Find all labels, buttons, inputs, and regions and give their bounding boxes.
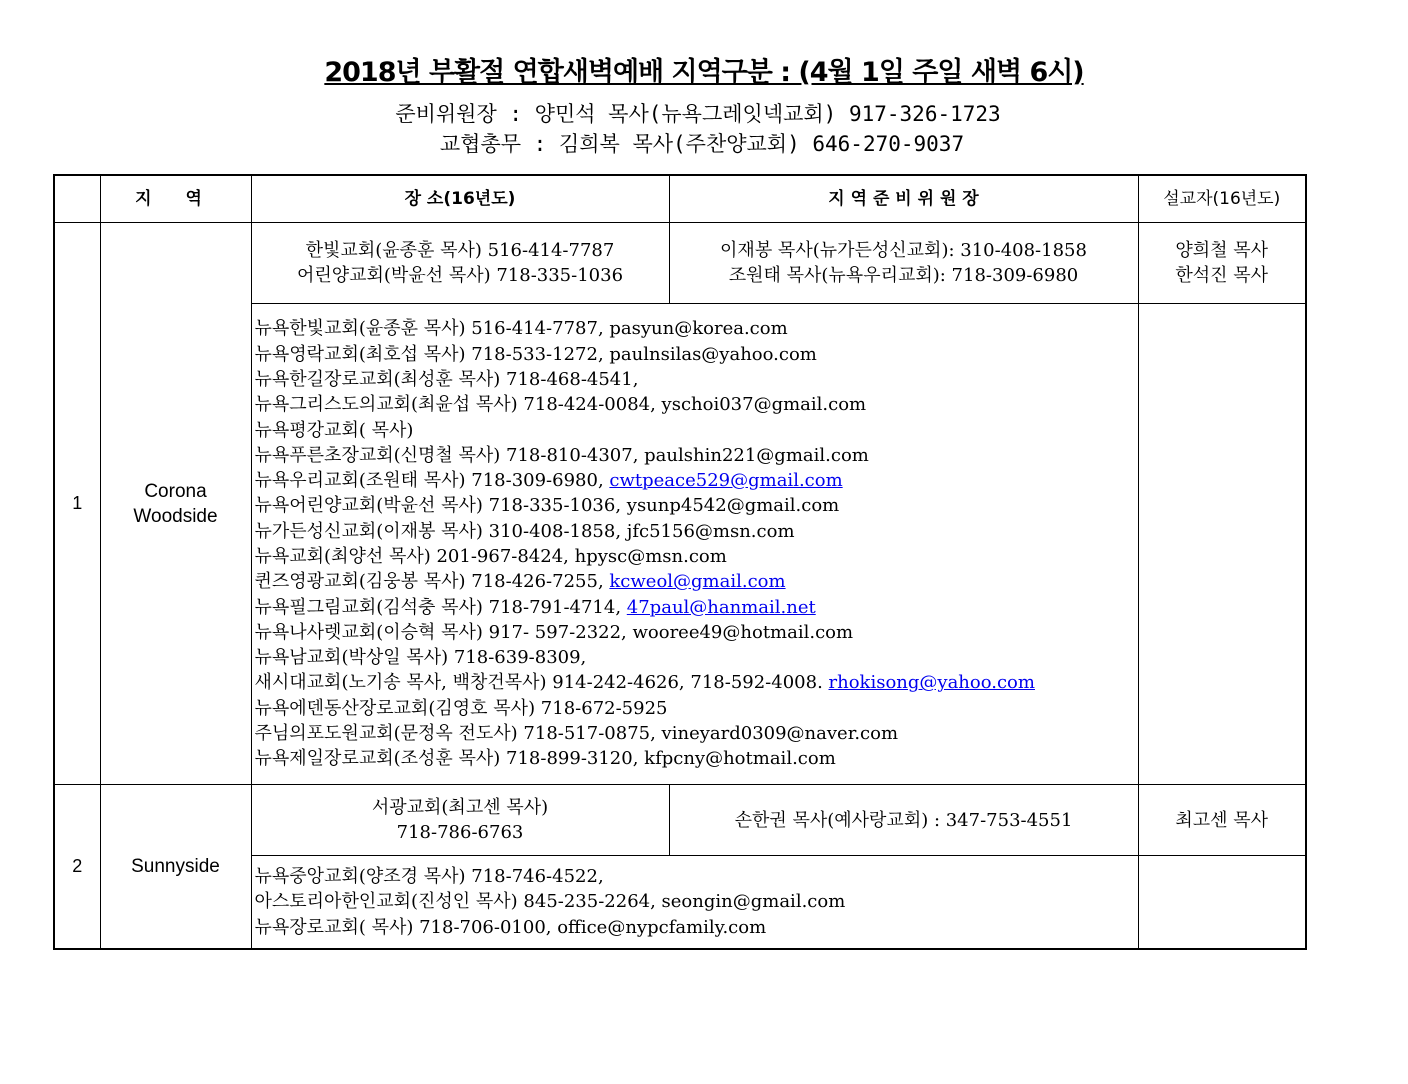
committee-chair-line: 준비위원장 : 양민석 목사(뉴욕그레잇넥교회) 917-326-1723 [395,102,1001,126]
church-contact-text: 뉴욕제일장로교회(조성훈 목사) 718-899-3120, kfpcny@hotmail.com [254,748,836,770]
church-list-item [255,864,1138,889]
church-list-item [255,620,1138,645]
church-contact-text: 뉴욕그리스도의교회(최윤섭 목사) 718-424-0084, yschoi037@gmail.com [254,394,867,416]
church-list [251,856,1138,950]
venue-cell: 서광교회(최고센 목사) 718-786-6763 [251,785,669,856]
church-contact-text: 뉴욕필그림교회(김석충 목사) 718-791-4714, [254,596,627,618]
empty-cell [1138,856,1306,950]
region-chair-cell: 손한권 목사(예사랑교회) : 347-753-4551 [669,785,1138,856]
church-list-item [255,443,1138,468]
venue-cell: 한빛교회(윤종훈 목사) 516-414-7787 어린양교회(박윤선 목사) 718-335-1036 [251,223,669,304]
church-list-item [255,544,1138,569]
church-list-item [255,316,1138,341]
region-name: Sunnyside [100,785,251,950]
church-contact-text: 뉴욕우리교회(조원태 목사) 718-309-6980, [254,470,610,492]
church-list-item [255,418,1138,443]
church-contact-text: 뉴욕남교회(박상일 목사) 718-639-8309, [254,647,587,669]
church-list-item [255,645,1138,670]
empty-cell [1138,304,1306,785]
table-header-row [54,175,1306,223]
church-list-item [255,392,1138,417]
preacher-cell: 최고센 목사 [1138,785,1306,856]
region-table [53,174,1307,950]
section-2-place-row [54,785,1306,856]
header-region: 지 역 [100,175,251,223]
church-contact-text: 뉴욕평강교회( 목사) [254,419,414,441]
church-list-item [255,367,1138,392]
church-list-item [255,493,1138,518]
church-list-item [255,595,1138,620]
header-place: 장 소(16년도) [251,175,669,223]
church-contact-text: 뉴욕어린양교회(박윤선 목사) 718-335-1036, ysunp4542@gmail.com [254,495,840,517]
church-contact-text: 주님의포도원교회(문정옥 전도사) 718-517-0875, vineyard0309@naver.com [254,723,899,745]
church-contact-text: 뉴욕에덴동산장로교회(김영호 목사) 718-672-5925 [254,697,668,719]
region-name: Corona Woodside [100,223,251,785]
church-list-item [255,342,1138,367]
preacher-cell: 양희철 목사 한석진 목사 [1138,223,1306,304]
email-link[interactable]: cwtpeace529@gmail.com [609,470,843,492]
section-number: 1 [54,223,100,785]
church-contact-text: 뉴가든성신교회(이재봉 목사) 310-408-1858, jfc5156@msn.com [254,520,795,542]
page-title: 2018년 부활절 연합새벽예배 지역구분 : (4월 1일 주일 새벽 6시) [324,57,1084,88]
header-chair: 지 역 준 비 위 원 장 [669,175,1138,223]
header-preacher: 설교자(16년도) [1138,175,1306,223]
church-list-item [255,746,1138,771]
church-list-item [255,721,1138,746]
church-contact-text: 뉴욕한빛교회(윤종훈 목사) 516-414-7787, pasyun@korea.com [254,318,788,340]
council-secretary-line: 교협총무 : 김희복 목사(주찬양교회) 646-270-9037 [439,132,965,156]
church-list-item [255,468,1138,493]
church-list [251,304,1138,785]
church-contact-text: 퀸즈영광교회(김웅봉 목사) 718-426-7255, [254,571,610,593]
church-list-item [255,696,1138,721]
church-contact-text: 뉴욕푸른초장교회(신명철 목사) 718-810-4307, paulshin221@gmail.com [254,444,869,466]
church-contact-text: 아스토리아한인교회(진성인 목사) 845-235-2264, seongin@gmail.com [254,891,846,913]
church-list-item [255,519,1138,544]
region-chair-cell: 이재봉 목사(뉴가든성신교회): 310-408-1858 조원태 목사(뉴욕우리교회): 718-309-6980 [669,223,1138,304]
church-contact-text: 뉴욕나사렛교회(이승혁 목사) 917- 597-2322, wooree49@hotmail.com [254,621,854,643]
church-list-item [255,889,1138,914]
church-contact-text: 뉴욕교회(최양선 목사) 201-967-8424, hpysc@msn.com [254,546,727,567]
email-link[interactable]: kcweol@gmail.com [609,571,786,593]
church-list-item [255,915,1138,940]
church-list-item [255,569,1138,594]
email-link[interactable]: rhokisong@yahoo.com [828,672,1035,694]
section-number: 2 [54,785,100,950]
church-list-item [255,670,1138,695]
church-contact-text: 새시대교회(노기송 목사, 백창건목사) 914-242-4626, 718-592-4008. [254,672,829,694]
church-contact-text: 뉴욕한길장로교회(최성훈 목사) 718-468-4541, [254,368,639,390]
email-link[interactable]: 47paul@hanmail.net [626,596,816,618]
church-contact-text: 뉴욕장로교회( 목사) 718-706-0100, office@nypcfamily.com [254,916,767,938]
section-1-place-row [54,223,1306,304]
church-contact-text: 뉴욕중앙교회(양조경 목사) 718-746-4522, [254,866,604,888]
header-number [54,175,100,223]
church-contact-text: 뉴욕영락교회(최호섭 목사) 718-533-1272, paulnsilas@yahoo.com [254,343,817,365]
